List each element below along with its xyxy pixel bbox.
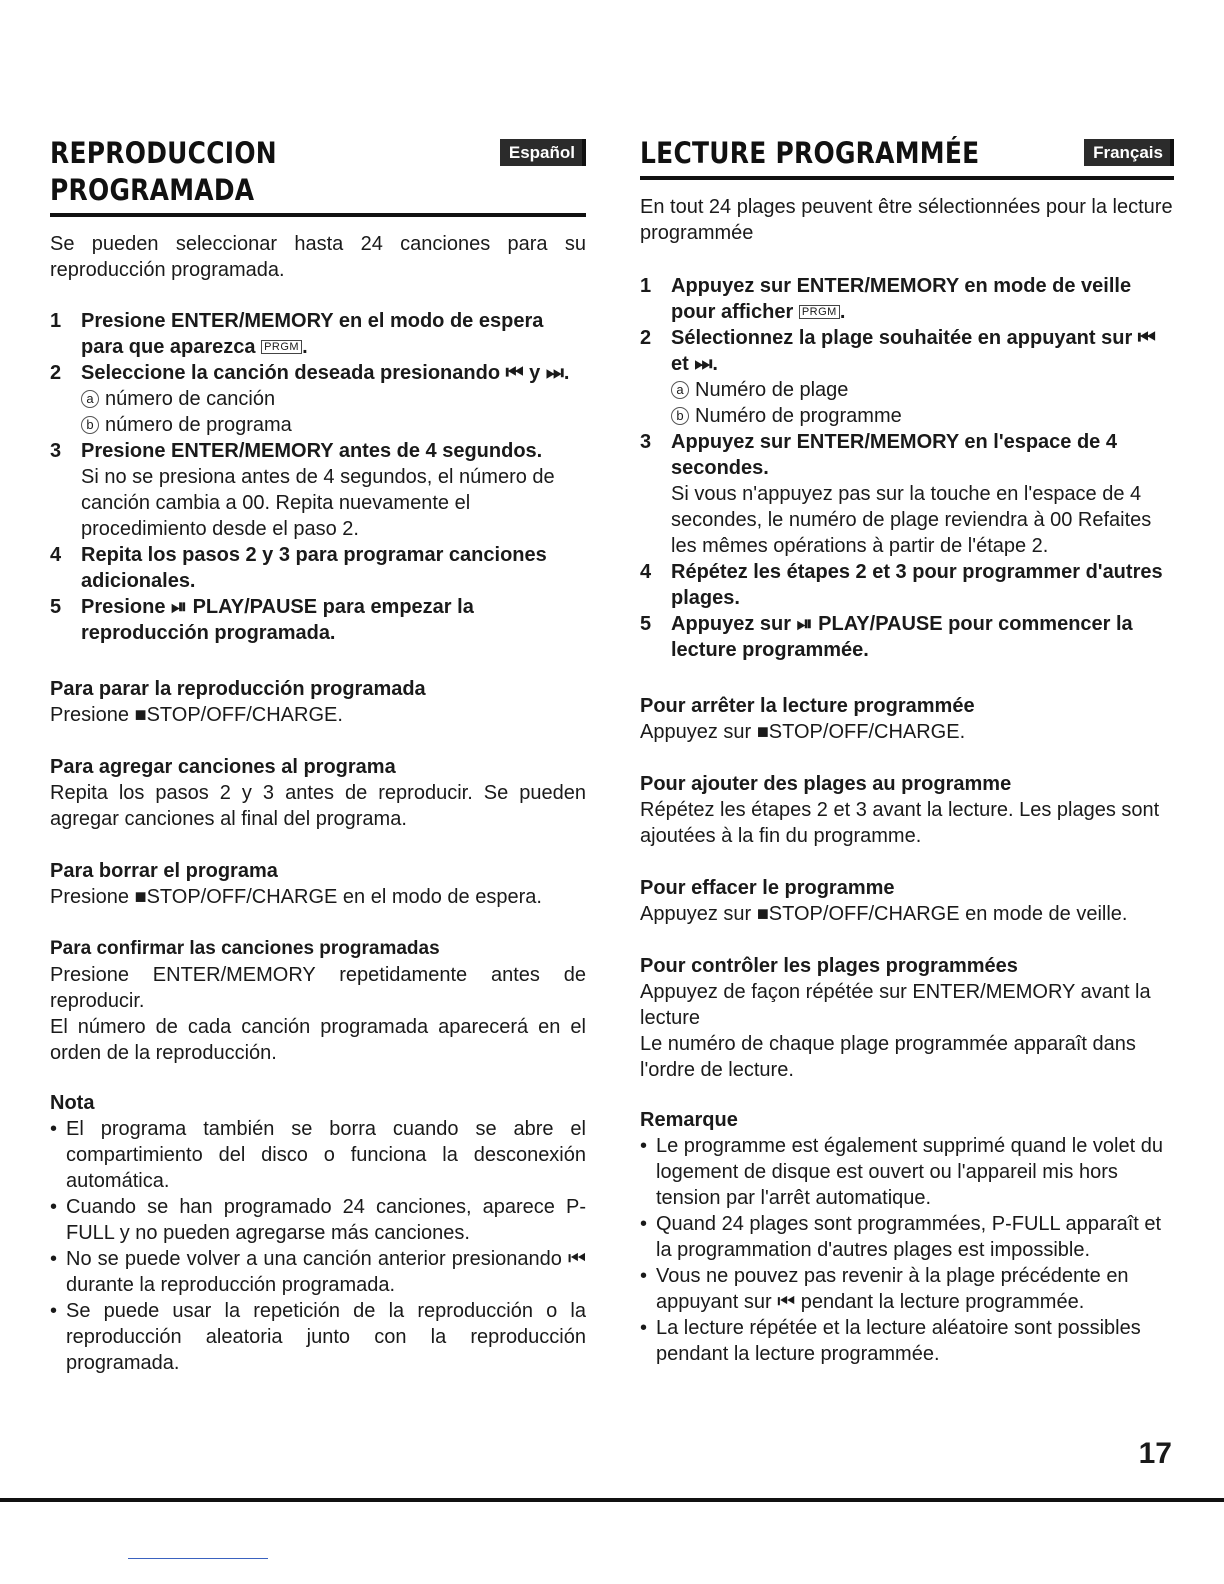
- section-heading: Pour contrôler les plages programmées: [640, 955, 1018, 977]
- note-item: • Quand 24 plages sont programmées, P-FULL apparaît et la programmation d'autres plages est impossible.: [640, 1211, 1174, 1263]
- intro-text: Se pueden seleccionar hasta 24 canciones para su reproducción programada.: [50, 233, 586, 281]
- notes-list: [640, 1133, 1174, 1367]
- sub-item-b-text: número de programa: [105, 414, 292, 436]
- step-number: 5: [640, 613, 652, 635]
- step-body: Si no se presiona antes de 4 segundos, el número de canción cambia a 00. Repita nuevamente el procedimiento desde el paso 2.: [81, 466, 555, 540]
- note-item: • Le programme est également supprimé quand le volet du logement de disque est ouvert ou l'appareil mis hors tension par l'arrêt automatique.: [640, 1133, 1174, 1211]
- section-body: Répétez les étapes 2 et 3 avant la lecture. Les plages sont ajoutées à la fin du programme.: [640, 799, 1160, 847]
- step-number: 5: [50, 596, 62, 618]
- section-header: [640, 135, 1174, 172]
- sub-item-b: [671, 405, 902, 427]
- step-number: 4: [640, 561, 652, 583]
- title-divider: [640, 176, 1174, 180]
- step-item: [50, 438, 586, 542]
- step-text: Repita los pasos 2 y 3 para programar canciones adicionales.: [81, 544, 547, 592]
- step-item: [640, 273, 1174, 325]
- circled-a-icon: a: [671, 381, 689, 399]
- step-text: Presione ENTER/MEMORY en el modo de espera para que aparezca: [81, 310, 544, 358]
- section-heading: Para agregar canciones al programa: [50, 756, 396, 778]
- note-item: • Vous ne pouvez pas revenir à la plage précédente en appuyant sur ⏮ pendant la lecture programmée.: [640, 1263, 1174, 1315]
- step-text: Appuyez sur ENTER/MEMORY en l'espace de 4 secondes.: [671, 431, 1117, 479]
- section-heading: Para parar la reproducción programada: [50, 678, 426, 700]
- note-item: • Cuando se han programado 24 canciones, aparece P-FULL y no pueden agregarse más canciones.: [50, 1194, 586, 1246]
- step-text: Presione ⏯ PLAY/PAUSE para empezar la reproducción programada.: [81, 596, 474, 644]
- section-heading: Pour effacer le programme: [640, 877, 895, 899]
- sub-item-a: [81, 388, 275, 410]
- step-item: [640, 611, 1174, 663]
- note-heading: Remarque: [640, 1109, 738, 1131]
- step-number: 1: [50, 310, 62, 332]
- step-item: [640, 429, 1174, 559]
- column-spanish: [50, 135, 586, 1376]
- section-body: Repita los pasos 2 y 3 antes de reproducir. Se pueden agregar canciones al final del programa.: [50, 782, 586, 830]
- section-body-2: Le numéro de chaque plage programmée apparaît dans l'ordre de lecture.: [640, 1033, 1136, 1081]
- page-title: LECTURE PROGRAMMÉE: [640, 136, 980, 170]
- step-number: 4: [50, 544, 62, 566]
- section-heading: Para borrar el programa: [50, 860, 278, 882]
- step-item: [50, 360, 586, 438]
- sub-item-a: [671, 379, 848, 401]
- footer-divider: [0, 1498, 1224, 1502]
- note-item: • Se puede usar la repetición de la reproducción o la reproducción aleatoria junto con la reproducción programada.: [50, 1298, 586, 1376]
- language-badge: Français: [1084, 139, 1174, 166]
- note-item: • La lecture répétée et la lecture aléatoire sont possibles pendant la lecture programmée.: [640, 1315, 1174, 1367]
- title-line-2: PROGRAMADA: [50, 173, 255, 207]
- notes-list: [50, 1116, 586, 1376]
- section-body: Appuyez de façon répétée sur ENTER/MEMORY avant la lecture: [640, 981, 1151, 1029]
- section-heading: Pour arrêter la lecture programmée: [640, 695, 975, 717]
- note-heading: Nota: [50, 1092, 95, 1114]
- section-body-2: El número de cada canción programada aparecerá en el orden de la reproducción.: [50, 1016, 586, 1064]
- step-body: Si vous n'appuyez pas sur la touche en l'espace de 4 secondes, le numéro de plage reviendra à 00 Refaites les mêmes opérations à partir de l'étape 2.: [671, 483, 1152, 557]
- sub-item-a-text: número de canción: [105, 388, 276, 410]
- step-item: [640, 325, 1174, 429]
- title-line-1: REPRODUCCION: [50, 136, 277, 170]
- circled-b-icon: b: [671, 407, 689, 425]
- step-text: Seleccione la canción deseada presionando ⏮ y ⏭.: [81, 362, 570, 384]
- sub-item-b-text: Numéro de programme: [695, 405, 902, 427]
- section-body: Appuyez sur ■STOP/OFF/CHARGE en mode de veille.: [640, 903, 1128, 925]
- step-text: Sélectionnez la plage souhaitée en appuyant sur ⏮ et ⏭.: [671, 327, 1156, 375]
- step-text: Presione ENTER/MEMORY antes de 4 segundos.: [81, 440, 543, 462]
- section-body: Presione ■STOP/OFF/CHARGE en el modo de espera.: [50, 886, 542, 908]
- circled-b-icon: b: [81, 416, 99, 434]
- section-heading: Pour ajouter des plages au programme: [640, 773, 1012, 795]
- step-number: 2: [640, 327, 652, 349]
- section-body: Presione ENTER/MEMORY repetidamente antes de reproducir.: [50, 964, 586, 1012]
- step-number: 2: [50, 362, 62, 384]
- steps-list: [50, 308, 586, 646]
- step-item: [50, 308, 586, 360]
- step-text: Répétez les étapes 2 et 3 pour programmer d'autres plages.: [671, 561, 1163, 609]
- footer-link-line: [128, 1558, 268, 1559]
- step-punct: .: [839, 301, 846, 323]
- section-body: Presione ■STOP/OFF/CHARGE.: [50, 704, 343, 726]
- section-heading: Para confirmar las canciones programadas: [50, 938, 440, 959]
- step-item: [640, 559, 1174, 611]
- step-item: [50, 542, 586, 594]
- section-header: [50, 135, 586, 209]
- step-number: 1: [640, 275, 652, 297]
- sub-item-a-text: Numéro de plage: [695, 379, 849, 401]
- page-number: 17: [1138, 1437, 1172, 1470]
- prgm-display-icon: PRGM: [799, 305, 840, 319]
- note-item: • No se puede volver a una canción anterior presionando ⏮ durante la reproducción programada.: [50, 1246, 586, 1298]
- language-badge: Español: [500, 139, 586, 166]
- prgm-display-icon: PRGM: [261, 340, 302, 354]
- step-punct: .: [302, 336, 308, 358]
- intro-text: En tout 24 plages peuvent être sélectionnées pour la lecture programmée: [640, 196, 1173, 244]
- step-number: 3: [640, 431, 652, 453]
- steps-list: [640, 273, 1174, 663]
- column-french: [640, 135, 1174, 1367]
- sub-item-b: [81, 414, 292, 436]
- step-item: [50, 594, 586, 646]
- section-body: Appuyez sur ■STOP/OFF/CHARGE.: [640, 721, 966, 743]
- step-text: Appuyez sur ENTER/MEMORY en mode de veille pour afficher: [671, 275, 1132, 323]
- page-title: [50, 135, 511, 209]
- circled-a-icon: a: [81, 390, 99, 408]
- step-number: 3: [50, 440, 62, 462]
- title-divider: [50, 213, 586, 217]
- note-item: • El programa también se borra cuando se abre el compartimiento del disco o funciona la desconexión automática.: [50, 1116, 586, 1194]
- step-text: Appuyez sur ⏯ PLAY/PAUSE pour commencer la lecture programmée.: [671, 613, 1133, 661]
